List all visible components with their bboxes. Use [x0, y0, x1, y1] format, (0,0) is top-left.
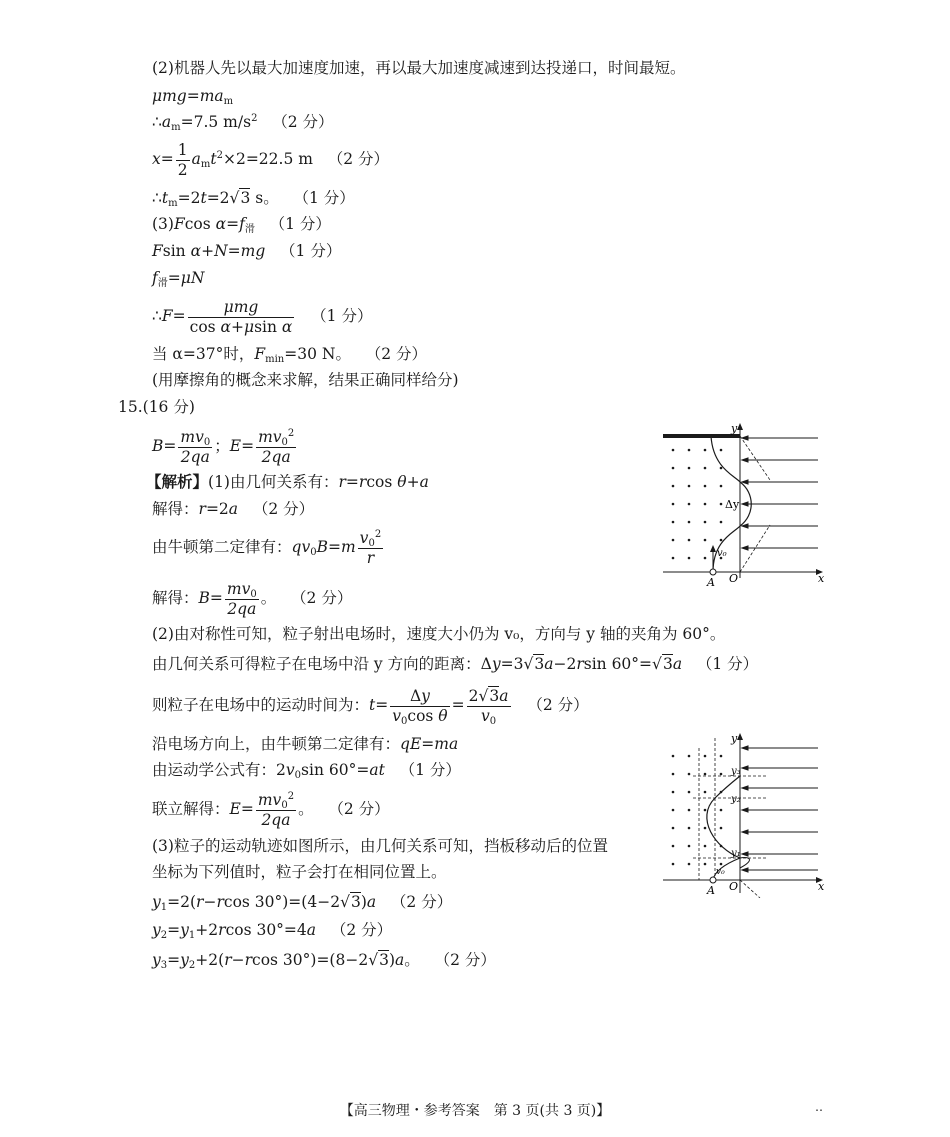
p2-intro: (2)机器人先以最大加速度加速，再以最大加速度减速到达投递口，时间最短。	[152, 59, 686, 77]
eq-tm: $\therefore t_m=2t=2√3$ s。 （1 分）	[152, 189, 355, 209]
svg-text:y: y	[731, 732, 738, 745]
eq-y3: $y_3=y_2+2(r-rcos$ 30°)=(8−2√3)a。 （2 分）	[152, 951, 496, 971]
q15-time: 则粒子在电场中的运动时间为：t= $\frac{\Delta y}{v_0\cos \theta}$ = $\frac{2√3a}{v_0}$ （2 分）	[152, 686, 589, 727]
q15-p1-geo: 【解析】(1)由几何关系有：r=rcos θ+a	[146, 472, 429, 491]
q15-dy: 由几何关系可得粒子在电场中沿 y 方向的距离：Δy=3√3a−2rsin 60°=√3a （1 分）	[152, 655, 759, 673]
svg-text:y₁: y₁	[731, 848, 741, 859]
eq-fmin: 当 α=37°时，$F_{min}=30$ N。 （2 分）	[152, 345, 428, 365]
svg-text:O: O	[729, 572, 739, 585]
q15-answer: B= $\frac{mv_0}{2qa}$ ；E= $\frac{mv_0^2}{2qa}$	[152, 427, 295, 466]
q15-newton: 由牛顿第二定律有：$qv_0B=m$ $\frac{v_0^2}{r}$	[152, 528, 382, 567]
figure-1	[655, 420, 830, 590]
eq-y1: $y_1=2(r-rcos$ 30°)=(4−2√3)a （2 分）	[152, 893, 453, 913]
eq-x: x= $\frac{1}{2}$ $a_mt^2\times 2=22.5$ m （2 分）	[152, 140, 390, 179]
svg-text:v₀: v₀	[717, 548, 727, 559]
eq-fcos: (3)Fcos $\alpha=f_滑$ （1 分）	[152, 215, 331, 235]
svg-text:A: A	[707, 576, 715, 589]
q15-solve-E: 联立解得：E= $\frac{mv_0^2}{2qa}$ 。 （2 分）	[152, 790, 390, 829]
q15-solve-r: 解得：r=2a （2 分）	[152, 500, 315, 518]
svg-text:v₀: v₀	[716, 867, 725, 877]
svg-text:x: x	[818, 880, 825, 893]
q15-p3-line1: (3)粒子的运动轨迹如图所示，由几何关系可知，挡板移动后的位置	[152, 837, 608, 855]
svg-text:y₂: y₂	[731, 794, 741, 805]
figure-2	[655, 728, 830, 898]
eq-y2: $y_2=y_1+2rcos$ 30°=4a （2 分）	[152, 921, 393, 941]
q15-p2-sym: (2)由对称性可知，粒子射出电场时，速度大小仍为 v₀，方向与 y 轴的夹角为 60°。	[152, 625, 726, 643]
q15-p3-line2: 坐标为下列值时，粒子会打在相同位置上。	[152, 863, 447, 881]
svg-text:O: O	[729, 880, 739, 893]
eq-F: ∴F= $\frac{\text{μmg}}{\text{cos α+μsin α}}$ （1 分）	[152, 297, 373, 336]
q15-field-newton: 沿电场方向上，由牛顿第二定律有：qE=ma	[152, 735, 459, 753]
friction-note: (用摩擦角的概念来求解，结果正确同样给分)	[152, 371, 459, 389]
q15-head: 15.(16 分)	[118, 398, 195, 416]
page-mark: ‥	[815, 1100, 824, 1114]
eq-friction: $f_滑=\mu N$	[152, 269, 205, 289]
svg-text:y₃: y₃	[731, 766, 741, 777]
svg-text:y: y	[731, 422, 738, 435]
eq-mu-mg: $\mu mg=ma_m$	[152, 87, 234, 107]
svg-text:x: x	[818, 572, 825, 585]
q15-solve-B: 解得：B= $\frac{mv_0}{2qa}$ 。 （2 分）	[152, 579, 353, 618]
page-footer: 【高三物理・参考答案 第 3 页(共 3 页)】	[339, 1103, 611, 1119]
svg-text:Δy: Δy	[725, 498, 740, 511]
q15-kinematics: 由运动学公式有：$2v_0\sin$ 60°=at （1 分）	[152, 761, 461, 781]
eq-fsin: Fsin α+N=mg （1 分）	[152, 242, 342, 260]
eq-am: $\therefore a_m=7.5$ $m/s^2$ （2 分）	[152, 113, 334, 133]
svg-text:A: A	[707, 884, 715, 897]
